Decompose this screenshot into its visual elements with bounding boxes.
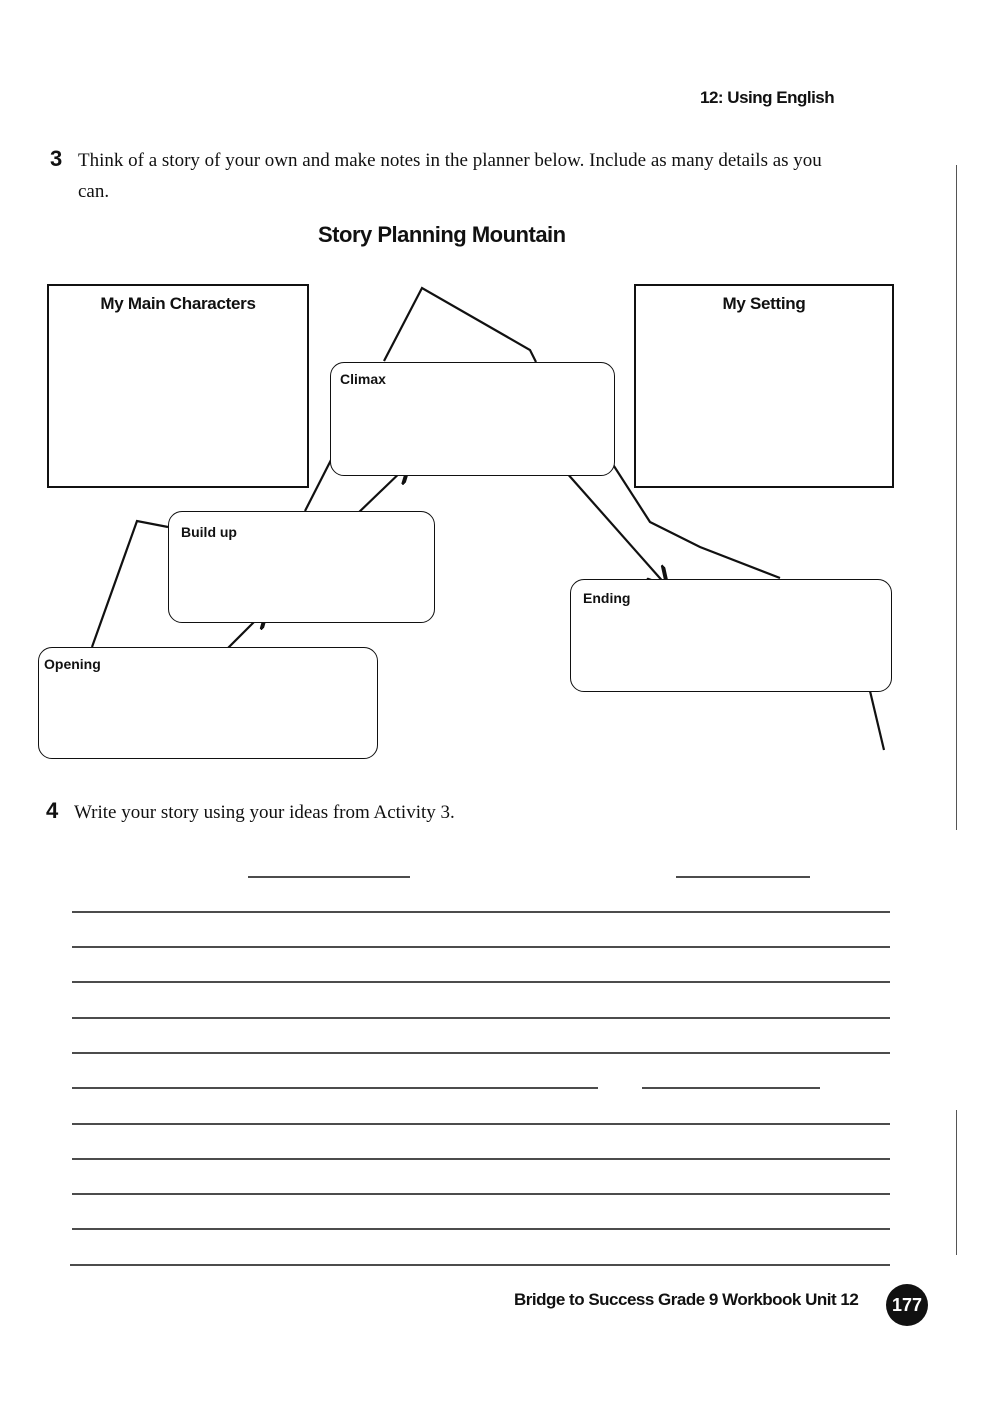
ending-label: Ending	[583, 590, 631, 606]
climax-label: Climax	[340, 371, 386, 387]
page-number-badge: 177	[886, 1284, 928, 1326]
build-up-box[interactable]	[168, 511, 435, 623]
mountain-base-right-line	[870, 691, 884, 750]
activity-3-number: 3	[50, 146, 63, 171]
scan-edge-line-lower	[956, 1110, 957, 1255]
activity-3-instruction: Think of a story of your own and make notes in the planner below. Include as many details as you can.	[78, 150, 822, 202]
mountain-peak-line	[384, 288, 536, 362]
build-up-label: Build up	[181, 524, 237, 540]
climax-box[interactable]	[330, 362, 615, 476]
activity-4-number: 4	[46, 798, 59, 823]
main-characters-box[interactable]	[47, 284, 309, 488]
mountain-base-left-line	[92, 521, 168, 647]
setting-label: My Setting	[722, 294, 806, 313]
activity-4-instruction: Write your story using your ideas from Activity 3.	[74, 802, 455, 823]
setting-box[interactable]	[634, 284, 894, 488]
planner-title: Story Planning Mountain	[318, 222, 566, 247]
ending-box[interactable]	[570, 579, 892, 692]
unit-header: 12: Using English	[700, 88, 835, 107]
opening-box[interactable]	[38, 647, 378, 759]
scan-edge-line	[956, 165, 957, 830]
opening-label: Opening	[44, 656, 101, 672]
footer-book-title: Bridge to Success Grade 9 Workbook Unit 12	[514, 1290, 859, 1309]
writing-lines	[70, 877, 890, 1265]
main-characters-label: My Main Characters	[100, 294, 256, 313]
